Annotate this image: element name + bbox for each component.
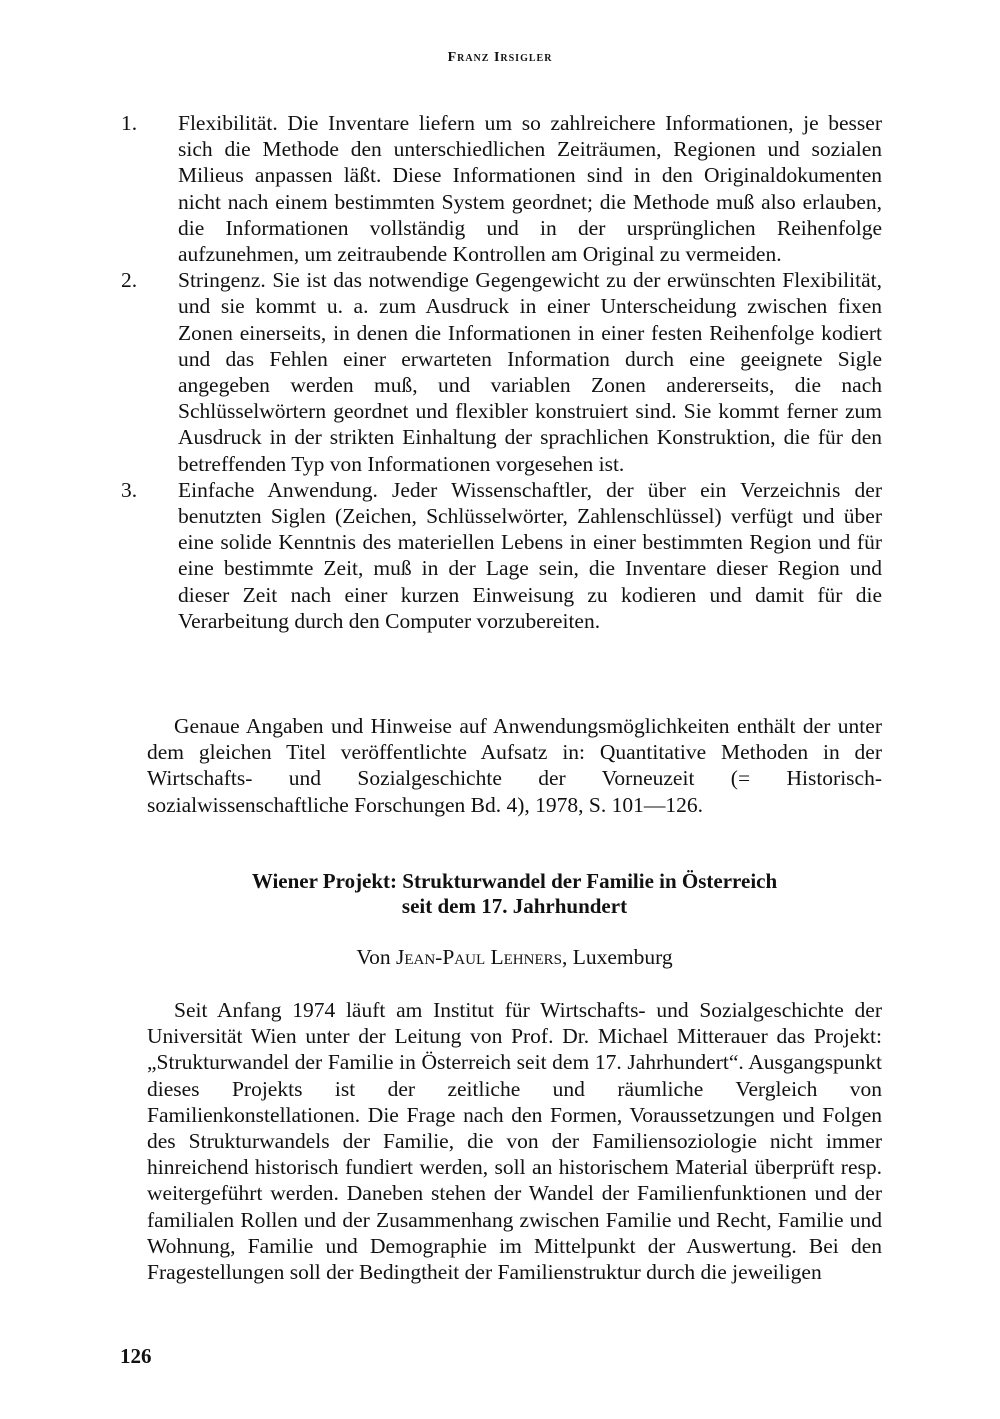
page-number: 126: [120, 1344, 152, 1368]
author-prefix: Von: [356, 945, 396, 969]
list-item-number: 3.: [121, 477, 138, 502]
author-affiliation: , Luxemburg: [561, 945, 673, 969]
running-head: Franz Irsigler: [447, 50, 553, 65]
list-item: [121, 110, 882, 267]
numbered-list: [121, 110, 882, 634]
list-item-text: Einfache Anwendung. Jeder Wissenschaftler, der über ein Verzeichnis der benutzten Siglen (Zeichen, Schlüsselwörter, Zahlenschlüssel) verfügt und über eine solide Kenntnis des materiellen Lebens in einer bestimmten Region und für eine bestimmte Zeit, muß in der Lage sein, die Inventare dieser Region und dieser Zeit nach einer kurzen Einweisung zu kodieren und damit für die Verarbeitung durch den Computer vorzubereiten.: [178, 477, 882, 633]
section-body-block: [147, 997, 882, 1285]
section-body-paragraph: Seit Anfang 1974 läuft am Institut für Wirtschafts- und Sozialgeschichte der Universität Wien unter der Leitung von Prof. Dr. Michael Mitterauer das Projekt: „Strukturwandel der Familie in Österreich seit dem 17. Jahrhundert“. Ausgangspunkt dieses Projekts ist der zeitliche und räumliche Vergleich von Familienkonstellationen. Die Frage nach den Formen, Voraussetzungen und Folgen des Strukturwandels der Familie, die von der Familiensoziologie nicht immer hinreichend historisch fundiert werden, soll an historischem Material überprüft resp. weitergeführt werden. Daneben stehen der Wandel der Familienfunktionen und der familialen Rollen und der Zusammenhang zwischen Familie und Recht, Familie und Wohnung, Familie und Demographie im Mittelpunkt der Auswertung. Bei den Fragestellungen soll der Bedingtheit der Familienstruktur durch die jeweiligen: [147, 998, 882, 1285]
section-title: [147, 869, 882, 919]
list-item-text: Stringenz. Sie ist das notwendige Gegengewicht zu der erwünschten Flexibilität, und sie kommt u. a. zum Ausdruck in einer Unterscheidung zwischen fixen Zonen einerseits, in denen die Informationen in einer festen Reihenfolge kodiert und das Fehlen einer erwarteten Information durch eine geeignete Sigle angegeben werden muß, und variablen Zonen andererseits, die nach Schlüsselwörtern geordnet und flexibler konstruiert sind. Sie kommt ferner zum Ausdruck in der strikten Einhaltung der sprachlichen Konstruktion, die für den betreffenden Typ von Informationen vorgesehen ist.: [178, 268, 882, 476]
section-title-line-2: seit dem 17. Jahrhundert: [401, 894, 628, 918]
list-item: [121, 477, 882, 634]
list-item-number: 1.: [121, 111, 138, 135]
closing-paragraph: Genaue Angaben und Hinweise auf Anwendungsmöglichkeiten enthält der unter dem gleichen Titel veröffentlichte Aufsatz in: Quantitative Methoden in der Wirtschafts- und Sozialgeschichte der Vorneuzeit (= Historisch-sozialwissenschaftliche Forschungen Bd. 4), 1978, S. 101—126.: [147, 714, 882, 817]
list-item: [121, 267, 882, 477]
author-line: [147, 945, 882, 970]
list-item-number: 2.: [121, 268, 138, 293]
author-name: Jean-Paul Lehners: [395, 945, 562, 969]
list-item-text: Flexibilität. Die Inventare liefern um so zahlreichere Informationen, je besser sich die Methode den unterschiedlichen Zeiträumen, Regionen und sozialen Milieus anpassen läßt. Diese Informationen sind in den Originaldokumenten nicht nach einem bestimmten System geordnet; die Methode muß also erlauben, die Informationen vollständig und in der ursprünglichen Reihenfolge aufzunehmen, um zeitraubende Kontrollen am Original zu vermeiden.: [178, 111, 882, 267]
closing-paragraph-block: [147, 713, 882, 818]
section-title-line-1: Wiener Projekt: Strukturwandel der Familie in Österreich: [251, 869, 778, 893]
